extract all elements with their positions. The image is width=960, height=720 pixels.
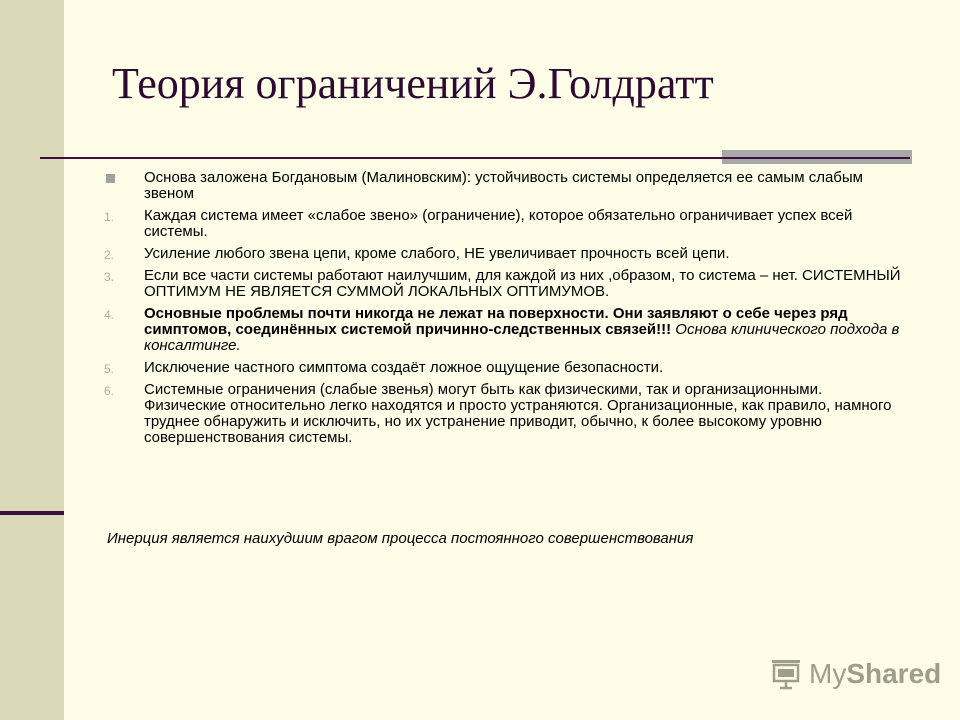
logo-text	[809, 658, 941, 690]
list-item-text: Каждая система имеет «слабое звено» (ограничение), которое обязательно ограничивает успех всей системы.	[144, 207, 853, 240]
logo-text-shared: Shared	[846, 658, 942, 689]
list-item-text: Если все части системы работают наилучшим, для каждой из них ,образом, то система – нет. СИСТЕМНЫЙ ОПТИМУМ НЕ ЯВЛЯЕТСЯ СУММОЙ ЛОКАЛЬНЫХ ОПТИМУМОВ.	[144, 267, 901, 300]
content-list	[104, 170, 904, 452]
square-bullet-icon	[106, 174, 115, 183]
list-item-number: 3.	[104, 270, 115, 284]
list-item-italic-text: Основа клинического подхода в консалтинге.	[144, 321, 900, 354]
presentation-board-icon	[769, 657, 803, 691]
list-item	[104, 306, 904, 354]
list-item	[104, 246, 904, 262]
list-item-number: 6.	[104, 384, 115, 398]
list-item-bold-text: Основные проблемы почти никогда не лежат на поверхности. Они заявляют о себе через ряд симптомов, соединённых системой причинно-следственных связей!!!	[144, 305, 848, 338]
slide-title: Теория ограничений Э.Голдратт	[112, 59, 714, 108]
title-rule	[40, 157, 910, 159]
list-item-number: 1.	[104, 210, 115, 224]
list-item	[104, 360, 904, 376]
list-item	[104, 382, 904, 446]
list-item-text: Усиление любого звена цепи, кроме слабого, НЕ увеличивает прочность всей цепи.	[144, 245, 730, 262]
list-item-text: Основа заложена Богдановым (Малиновским): устойчивость системы определяется ее самым слабым звеном	[144, 169, 863, 202]
logo-text-my: My	[809, 658, 847, 689]
side-band	[0, 0, 64, 720]
myshared-logo[interactable]	[769, 656, 941, 692]
list-item-number: 4.	[104, 308, 115, 322]
side-accent-bar	[0, 511, 64, 515]
list-item	[104, 208, 904, 240]
list-item-text: Системные ограничения (слабые звенья) могут быть как физическими, так и организационными. Физические относительно легко находятся и просто устраняются. Организационные, как правило, намного труднее обнаружить и исключить, но их устранение приводит, обычно, к более высокому уровню совершенствования системы.	[144, 381, 892, 446]
list-item-number: 2.	[104, 248, 115, 262]
list-item	[104, 268, 904, 300]
footer-note: Инерция является наихудшим врагом процесса постоянного совершенствования	[107, 530, 694, 547]
list-item-number: 5.	[104, 362, 115, 376]
list-item	[104, 170, 904, 202]
list-item-text: Исключение частного симптома создаёт ложное ощущение безопасности.	[144, 359, 664, 376]
